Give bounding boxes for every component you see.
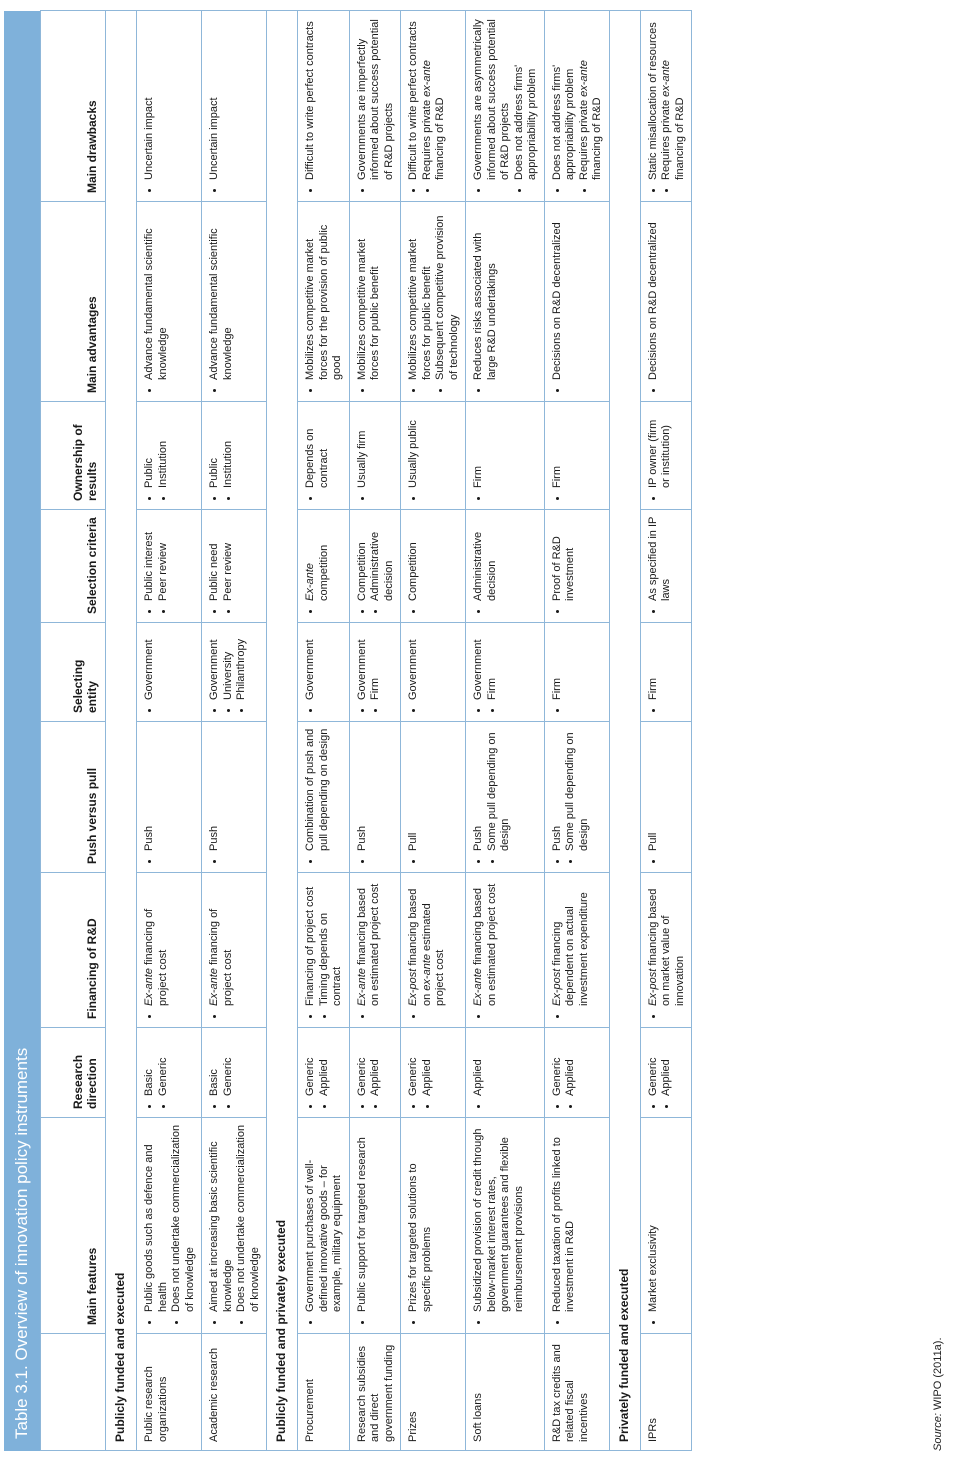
table-cell bbox=[298, 873, 350, 1028]
bullet-list bbox=[551, 879, 592, 1019]
bullet-item: • Usually firm bbox=[356, 408, 370, 488]
bullet-item: • Mobilizes competitive market forces for the provision of public good bbox=[304, 208, 345, 380]
table-row bbox=[544, 11, 609, 1451]
table-cell bbox=[640, 402, 692, 510]
bullet-item: • Government bbox=[208, 629, 222, 700]
section-title: Privately funded and executed bbox=[609, 11, 640, 1451]
table-cell bbox=[349, 1028, 401, 1118]
bullet-list bbox=[304, 879, 345, 1019]
table-cell bbox=[298, 722, 350, 873]
bullet-list bbox=[356, 629, 383, 713]
table-cell bbox=[401, 623, 466, 722]
bullet-item: • Peer review bbox=[222, 516, 236, 601]
table-cell bbox=[401, 11, 466, 202]
bullet-item: • Subsidized provision of credit through below-market interest rates, government guarantees and flexible reimbursement provisions bbox=[472, 1124, 526, 1312]
table-cell bbox=[137, 623, 202, 722]
bullet-list bbox=[472, 1034, 486, 1109]
table-cell bbox=[349, 11, 401, 202]
bullet-list bbox=[551, 208, 565, 393]
bullet-list bbox=[647, 408, 674, 501]
bullet-list bbox=[647, 208, 661, 393]
bullet-list bbox=[472, 879, 499, 1019]
bullet-item: • Push bbox=[551, 728, 565, 851]
table-cell bbox=[544, 11, 609, 202]
bullet-item: • Generic bbox=[647, 1034, 661, 1096]
table-cell bbox=[202, 623, 267, 722]
table-cell bbox=[137, 1118, 202, 1334]
policy-instruments-table bbox=[40, 10, 692, 1451]
table-row bbox=[401, 11, 466, 1451]
bullet-item: • Mobilizes competitive market forces for public benefit bbox=[407, 208, 434, 380]
bullet-item: • Government bbox=[356, 629, 370, 700]
instrument-name: IPRs bbox=[640, 1334, 692, 1451]
table-cell bbox=[202, 202, 267, 402]
bullet-item: • Public goods such as defence and health bbox=[143, 1124, 170, 1312]
table-cell bbox=[349, 873, 401, 1028]
bullet-list bbox=[407, 629, 421, 713]
bullet-item: • Reduced taxation of profits linked to investment in R&D bbox=[551, 1124, 578, 1312]
bullet-list bbox=[304, 629, 318, 713]
bullet-list bbox=[356, 1124, 370, 1325]
table-cell bbox=[202, 873, 267, 1028]
bullet-item: • Ex-post financing based on ex-ante estimated project cost bbox=[407, 879, 448, 1006]
table-cell bbox=[298, 402, 350, 510]
bullet-item: • Does not address firms' appropriability problem bbox=[513, 17, 540, 180]
table-cell bbox=[137, 402, 202, 510]
bullet-item: • Subsequent competitive provision of technology bbox=[434, 208, 461, 380]
instrument-name: Public research organizations bbox=[137, 1334, 202, 1451]
bullet-item: • Basic bbox=[208, 1034, 222, 1096]
table-body bbox=[106, 11, 692, 1451]
bullet-list bbox=[472, 516, 499, 614]
instrument-name: Soft loans bbox=[466, 1334, 545, 1451]
table-cell bbox=[544, 1028, 609, 1118]
table-cell bbox=[202, 1118, 267, 1334]
bullet-item: • Government bbox=[407, 629, 421, 700]
bullet-item: • Firm bbox=[472, 408, 486, 488]
table-cell bbox=[137, 11, 202, 202]
bullet-item: • Applied bbox=[318, 1034, 332, 1096]
bullet-item: • Applied bbox=[472, 1034, 486, 1096]
header-row bbox=[41, 11, 106, 1451]
source-label: Source: bbox=[932, 1413, 944, 1451]
bullet-item: • University bbox=[222, 629, 236, 700]
bullet-list bbox=[143, 879, 170, 1019]
table-cell bbox=[466, 1118, 545, 1334]
bullet-item: • Ex-ante financing based on estimated project cost bbox=[472, 879, 499, 1006]
bullet-item: • Push bbox=[472, 728, 486, 851]
bullet-item: • Uncertain impact bbox=[208, 17, 222, 180]
bullet-list bbox=[647, 1124, 661, 1325]
table-cell bbox=[137, 202, 202, 402]
bullet-item: • Firm bbox=[551, 629, 565, 700]
bullet-list bbox=[208, 728, 222, 864]
bullet-item: • Uncertain impact bbox=[143, 17, 157, 180]
bullet-list bbox=[356, 879, 383, 1019]
bullet-item: • Government bbox=[472, 629, 486, 700]
table-cell bbox=[298, 1118, 350, 1334]
bullet-list bbox=[208, 17, 222, 193]
table-cell bbox=[466, 1028, 545, 1118]
bullet-item: • Aimed at increasing basic scientific knowledge bbox=[208, 1124, 235, 1312]
instrument-name: Research subsidies and direct government funding bbox=[349, 1334, 401, 1451]
table-cell bbox=[640, 1118, 692, 1334]
table-cell bbox=[466, 722, 545, 873]
section-title: Publicly funded and privately executed bbox=[267, 11, 298, 1451]
table-cell bbox=[349, 1118, 401, 1334]
bullet-list bbox=[356, 516, 397, 614]
bullet-item: • Administrative decision bbox=[369, 516, 396, 601]
bullet-item: • Administrative decision bbox=[472, 516, 499, 601]
bullet-item: • Public bbox=[208, 408, 222, 488]
table-cell bbox=[640, 510, 692, 623]
column-header: Main drawbacks bbox=[41, 11, 106, 202]
bullet-item: • Competition bbox=[407, 516, 421, 601]
bullet-item: • Some pull depending on design bbox=[564, 728, 591, 851]
bullet-item: • Ex-ante financing based on estimated project cost bbox=[356, 879, 383, 1006]
source-text: WIPO (2011a). bbox=[932, 1337, 944, 1414]
table-cell bbox=[544, 402, 609, 510]
column-header: Main features bbox=[41, 1118, 106, 1334]
instrument-name: Procurement bbox=[298, 1334, 350, 1451]
column-header: Selection criteria bbox=[41, 510, 106, 623]
bullet-item: • Timing depends on contract bbox=[318, 879, 345, 1006]
bullet-list bbox=[551, 516, 578, 614]
bullet-list bbox=[647, 1034, 674, 1109]
bullet-item: • Generic bbox=[407, 1034, 421, 1096]
bullet-item: • Firm bbox=[551, 408, 565, 488]
bullet-list bbox=[356, 208, 383, 393]
table-row bbox=[349, 11, 401, 1451]
bullet-item: • Firm bbox=[647, 629, 661, 700]
bullet-list bbox=[407, 879, 448, 1019]
bullet-item: • Static misallocation of resources bbox=[647, 17, 661, 180]
bullet-list bbox=[143, 728, 157, 864]
table-cell bbox=[544, 873, 609, 1028]
table-cell bbox=[137, 510, 202, 623]
bullet-list bbox=[407, 728, 421, 864]
table-cell bbox=[544, 202, 609, 402]
table-cell bbox=[401, 1118, 466, 1334]
bullet-item: • Generic bbox=[222, 1034, 236, 1096]
table-cell bbox=[202, 510, 267, 623]
table-cell bbox=[202, 1028, 267, 1118]
bullet-list bbox=[208, 516, 235, 614]
bullet-list bbox=[208, 629, 249, 713]
bullet-item: • Requires private ex-ante financing of R&D bbox=[578, 17, 605, 180]
bullet-item: • Governments are asymmetrically informed about success potential of R&D projects bbox=[472, 17, 513, 180]
table-cell bbox=[137, 1028, 202, 1118]
bullet-item: • Depends on contract bbox=[304, 408, 331, 488]
bullet-list bbox=[551, 728, 592, 864]
bullet-item: • Push bbox=[208, 728, 222, 851]
table-cell bbox=[544, 722, 609, 873]
bullet-list bbox=[208, 208, 235, 393]
bullet-item: • Advance fundamental scientific knowledge bbox=[208, 208, 235, 380]
bullet-list bbox=[551, 408, 565, 501]
bullet-item: • Institution bbox=[222, 408, 236, 488]
bullet-list bbox=[407, 408, 421, 501]
column-header: Research direction bbox=[41, 1028, 106, 1118]
table-row bbox=[137, 11, 202, 1451]
bullet-list bbox=[551, 1124, 578, 1325]
table-cell bbox=[349, 402, 401, 510]
bullet-list bbox=[407, 17, 448, 193]
table-cell bbox=[466, 873, 545, 1028]
bullet-item: • Market exclusivity bbox=[647, 1124, 661, 1312]
bullet-list bbox=[304, 408, 331, 501]
bullet-item: • As specified in IP laws bbox=[647, 516, 674, 601]
bullet-list bbox=[407, 516, 421, 614]
bullet-item: • Decisions on R&D decentralized bbox=[647, 208, 661, 380]
column-header: Ownership of results bbox=[41, 402, 106, 510]
bullet-item: • Decisions on R&D decentralized bbox=[551, 208, 565, 380]
table-cell bbox=[544, 510, 609, 623]
bullet-item: • Ex-ante financing of project cost bbox=[208, 879, 235, 1006]
table-cell bbox=[544, 623, 609, 722]
bullet-list bbox=[143, 1034, 170, 1109]
bullet-item: • Ex-post financing dependent on actual investment expenditure bbox=[551, 879, 592, 1006]
bullet-item: • Requires private ex-ante financing of R&D bbox=[421, 17, 448, 180]
column-header: Selecting entity bbox=[41, 623, 106, 722]
bullet-item: • Public interest bbox=[143, 516, 157, 601]
table-cell bbox=[349, 722, 401, 873]
bullet-item: • Difficult to write perfect contracts bbox=[407, 17, 421, 180]
section-row bbox=[267, 11, 298, 1451]
column-header: Push versus pull bbox=[41, 722, 106, 873]
bullet-item: • Ex-ante competition bbox=[304, 516, 331, 601]
bullet-item: • Firm bbox=[369, 629, 383, 700]
table-cell bbox=[640, 873, 692, 1028]
bullet-item: • Mobilizes competitive market forces for public benefit bbox=[356, 208, 383, 380]
bullet-list bbox=[356, 408, 370, 501]
bullet-item: • Difficult to write perfect contracts bbox=[304, 17, 318, 180]
bullet-list bbox=[407, 1124, 434, 1325]
instrument-name: Prizes bbox=[401, 1334, 466, 1451]
bullet-list bbox=[208, 1034, 235, 1109]
bullet-item: • Advance fundamental scientific knowledge bbox=[143, 208, 170, 380]
bullet-list bbox=[647, 516, 674, 614]
bullet-list bbox=[472, 408, 486, 501]
table-cell bbox=[466, 11, 545, 202]
table-cell bbox=[466, 202, 545, 402]
bullet-item: • Reduces risks associated with large R&D undertakings bbox=[472, 208, 499, 380]
bullet-item: • Basic bbox=[143, 1034, 157, 1096]
table-cell bbox=[640, 11, 692, 202]
table-cell bbox=[298, 510, 350, 623]
table-cell bbox=[137, 873, 202, 1028]
table-cell bbox=[401, 722, 466, 873]
bullet-list bbox=[407, 1034, 434, 1109]
table-cell bbox=[137, 722, 202, 873]
table-cell bbox=[298, 11, 350, 202]
table-cell bbox=[202, 722, 267, 873]
table-row bbox=[640, 11, 692, 1451]
bullet-list bbox=[356, 17, 397, 193]
bullet-item: • Peer review bbox=[157, 516, 171, 601]
bullet-item: • Pull bbox=[407, 728, 421, 851]
bullet-list bbox=[647, 728, 661, 864]
bullet-list bbox=[647, 629, 661, 713]
bullet-item: • Public need bbox=[208, 516, 222, 601]
column-header bbox=[41, 1334, 106, 1451]
bullet-item: • Governments are imperfectly informed about success potential of R&D projects bbox=[356, 17, 397, 180]
bullet-list bbox=[143, 17, 157, 193]
bullet-list bbox=[472, 728, 513, 864]
bullet-list bbox=[208, 1124, 262, 1325]
section-row bbox=[106, 11, 137, 1451]
bullet-item: • Generic bbox=[356, 1034, 370, 1096]
bullet-list bbox=[304, 1124, 345, 1325]
bullet-item: • Philanthropy bbox=[235, 629, 249, 700]
table-row bbox=[202, 11, 267, 1451]
table-cell bbox=[401, 873, 466, 1028]
bullet-item: • Does not undertake commercialization of knowledge bbox=[235, 1124, 262, 1312]
bullet-item: • Proof of R&D investment bbox=[551, 516, 578, 601]
table-cell bbox=[401, 202, 466, 402]
bullet-item: • Some pull depending on design bbox=[486, 728, 513, 851]
bullet-item: • Prizes for targeted solutions to specific problems bbox=[407, 1124, 434, 1312]
bullet-item: • Pull bbox=[647, 728, 661, 851]
table-row bbox=[298, 11, 350, 1451]
bullet-item: • Push bbox=[143, 728, 157, 851]
bullet-list bbox=[356, 728, 370, 864]
table-row bbox=[466, 11, 545, 1451]
bullet-item: • Applied bbox=[369, 1034, 383, 1096]
bullet-list bbox=[472, 629, 499, 713]
bullet-item: • Government bbox=[304, 629, 318, 700]
bullet-item: • Government purchases of well-defined innovative goods – for example, military equipment bbox=[304, 1124, 345, 1312]
bullet-list bbox=[304, 516, 331, 614]
bullet-item: • Push bbox=[356, 728, 370, 851]
bullet-list bbox=[472, 17, 540, 193]
table-cell bbox=[640, 623, 692, 722]
bullet-list bbox=[208, 408, 235, 501]
bullet-item: • Institution bbox=[157, 408, 171, 488]
bullet-list bbox=[143, 1124, 197, 1325]
bullet-item: • Usually public bbox=[407, 408, 421, 488]
table-cell bbox=[349, 510, 401, 623]
bullet-item: • Does not undertake commercialization of knowledge bbox=[170, 1124, 197, 1312]
bullet-item: • Ex-post financing based on market value of innovation bbox=[647, 879, 688, 1006]
bullet-item: • Public bbox=[143, 408, 157, 488]
bullet-list bbox=[472, 208, 499, 393]
table-cell bbox=[466, 510, 545, 623]
bullet-item: • Requires private ex-ante financing of R&D bbox=[660, 17, 687, 180]
bullet-list bbox=[304, 208, 345, 393]
bullet-item: • Firm bbox=[486, 629, 500, 700]
table-cell bbox=[466, 623, 545, 722]
table-cell bbox=[640, 202, 692, 402]
table-cell bbox=[349, 202, 401, 402]
bullet-item: • Financing of project cost bbox=[304, 879, 318, 1006]
table-cell bbox=[349, 623, 401, 722]
bullet-item: • Generic bbox=[304, 1034, 318, 1096]
section-title: Publicly funded and executed bbox=[106, 11, 137, 1451]
bullet-item: • Applied bbox=[660, 1034, 674, 1096]
section-row bbox=[609, 11, 640, 1451]
bullet-item: • Generic bbox=[551, 1034, 565, 1096]
bullet-list bbox=[143, 408, 170, 501]
bullet-list bbox=[304, 17, 318, 193]
bullet-list bbox=[143, 516, 170, 614]
bullet-item: • Applied bbox=[564, 1034, 578, 1096]
bullet-list bbox=[208, 879, 235, 1019]
bullet-list bbox=[551, 17, 605, 193]
bullet-list bbox=[647, 17, 688, 193]
bullet-list bbox=[356, 1034, 383, 1109]
instrument-name: R&D tax credits and related fiscal incentives bbox=[544, 1334, 609, 1451]
bullet-item: • Applied bbox=[421, 1034, 435, 1096]
bullet-item: • Public support for targeted research bbox=[356, 1124, 370, 1312]
bullet-list bbox=[304, 728, 331, 864]
table-cell bbox=[298, 623, 350, 722]
bullet-list bbox=[647, 879, 688, 1019]
source-note bbox=[932, 1337, 944, 1451]
table-cell bbox=[202, 402, 267, 510]
table-cell bbox=[640, 1028, 692, 1118]
bullet-list bbox=[407, 208, 461, 393]
bullet-list bbox=[143, 629, 157, 713]
bullet-list bbox=[551, 629, 565, 713]
bullet-item: • Does not address firms' appropriability problem bbox=[551, 17, 578, 180]
table-cell bbox=[401, 1028, 466, 1118]
instrument-name: Academic research bbox=[202, 1334, 267, 1451]
bullet-item: • Ex-ante financing of project cost bbox=[143, 879, 170, 1006]
table-cell bbox=[298, 202, 350, 402]
table-cell bbox=[544, 1118, 609, 1334]
table-cell bbox=[298, 1028, 350, 1118]
bullet-item: • Generic bbox=[157, 1034, 171, 1096]
table-cell bbox=[401, 402, 466, 510]
table-cell bbox=[202, 11, 267, 202]
column-header: Main advantages bbox=[41, 202, 106, 402]
bullet-item: • Government bbox=[143, 629, 157, 700]
column-header: Financing of R&D bbox=[41, 873, 106, 1028]
table-cell bbox=[401, 510, 466, 623]
bullet-list bbox=[472, 1124, 526, 1325]
bullet-list bbox=[143, 208, 170, 393]
table-cell bbox=[466, 402, 545, 510]
bullet-item: • Competition bbox=[356, 516, 370, 601]
bullet-list bbox=[304, 1034, 331, 1109]
table-cell bbox=[640, 722, 692, 873]
bullet-item: • Combination of push and pull depending on design bbox=[304, 728, 331, 851]
bullet-item: • IP owner (firm or institution) bbox=[647, 408, 674, 488]
bullet-list bbox=[551, 1034, 578, 1109]
table-title: Table 3.1. Overview of innovation policy instruments bbox=[4, 11, 40, 1451]
